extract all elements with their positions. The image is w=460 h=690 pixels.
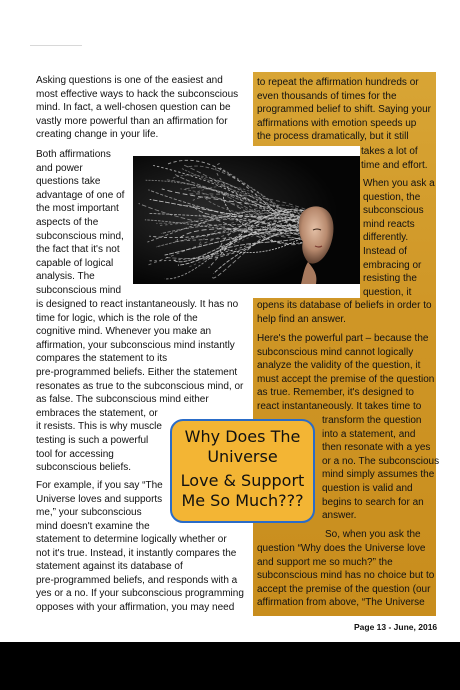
text-line: to repeat the affirmation hundreds or	[257, 77, 419, 88]
text-line: as false. The subconscious mind either	[36, 394, 209, 406]
text-line: help find an answer.	[257, 313, 346, 325]
text-line: affirmation, your subconscious mind instantly	[36, 339, 235, 351]
text-line: tool for accessing	[36, 448, 114, 460]
text-line: yes or a no. If your subconscious programming	[36, 588, 244, 600]
text-line: statement to determine logically whether or	[36, 534, 227, 545]
text-line: vastly more powerful than an affirmation for	[36, 115, 228, 127]
text-line: cognitive mind. Whenever you make an	[36, 326, 212, 338]
text-line: transform the question	[322, 415, 422, 426]
text-line: Both affirmations	[36, 149, 111, 160]
pull-quote-callout	[170, 419, 315, 523]
text-line: react instantaneously. It takes time to	[257, 401, 422, 412]
text-line: is designed to react instantaneously. It has no	[36, 299, 239, 310]
text-line: analysis. The	[36, 271, 95, 283]
text-line: question is valid and	[322, 483, 413, 494]
text-line: the most important	[36, 203, 119, 215]
text-line: takes a lot of	[361, 146, 418, 157]
text-line: time and effort.	[361, 159, 428, 171]
text-line: most effective ways to hack the subconscious	[36, 88, 239, 100]
text-line: it resists. This is why muscle	[36, 421, 162, 433]
text-line: or a no. The subconscious	[322, 455, 440, 467]
header-rule	[30, 45, 82, 46]
text-line: statement against its database of	[36, 561, 183, 573]
text-line: then resonate with a yes	[322, 442, 431, 454]
text-line: and power	[36, 162, 83, 174]
text-line: For example, if you say “The	[36, 480, 163, 491]
callout-line-3: Love & Support	[180, 471, 305, 490]
text-line: compares the statement to its	[36, 353, 168, 365]
text-line: accept the premise of the question (our	[257, 583, 431, 595]
woman-head-with-wire-tendrils-image	[133, 156, 360, 284]
text-line: question, the	[363, 191, 421, 203]
text-line: mind doesn't examine the	[36, 520, 150, 532]
text-line: pre-programmed beliefs. Either the statement	[36, 367, 238, 378]
text-line: embracing or	[363, 259, 422, 271]
text-line: question, it	[363, 286, 412, 298]
text-line: begins to search for an	[322, 496, 424, 508]
text-line: aspects of the	[36, 217, 99, 228]
callout-line-1: Why Does The	[184, 427, 301, 446]
text-line: affirmation from above, “The Universe	[257, 597, 425, 609]
text-line: subconscious	[363, 205, 424, 217]
text-line: opens its database of beliefs in order to	[257, 300, 432, 311]
text-line: When you ask a	[363, 178, 435, 189]
text-line: me,” your subconscious	[36, 507, 142, 519]
text-line: programmed belief to shift. Saying your	[257, 104, 431, 116]
text-line: subconscious beliefs.	[36, 462, 132, 474]
text-line: advantage of one of	[36, 189, 125, 201]
text-line: the process dramatically, but it still	[257, 131, 409, 143]
text-line: pre-programmed beliefs, and responds with a	[36, 574, 238, 586]
callout-line-4: Me So Much???	[181, 491, 304, 510]
text-line: analyze the validity of the question, it	[257, 360, 421, 372]
illustration-svg	[133, 156, 360, 284]
text-line: subconscious mind,	[36, 230, 124, 242]
text-line: Asking questions is one of the easiest and	[36, 75, 223, 86]
callout-line-2: Universe	[207, 447, 278, 466]
text-line: questions take	[36, 176, 101, 188]
text-line: the fact that it's not	[36, 244, 120, 256]
text-line: not it's true. Instead, it instantly compares the	[36, 547, 237, 559]
text-line: resisting the	[363, 273, 417, 285]
text-line: affirmations with emotion speeds up	[257, 117, 417, 129]
text-line: Instead of	[363, 246, 407, 257]
text-line: mind reacts	[363, 218, 415, 230]
text-line: resonates as true to the subconscious mind, or	[36, 380, 244, 392]
text-line: time for logic, which is the role of the	[36, 312, 198, 324]
text-line: into a statement, and	[322, 428, 416, 440]
text-line: Universe loves and supports	[36, 493, 163, 505]
text-line: So, when you ask the	[325, 529, 421, 540]
text-line: testing is such a powerful	[36, 435, 149, 446]
text-line: opposes with your affirmation, you may need	[36, 602, 235, 613]
text-line: as true. Remember, it's designed to	[257, 387, 414, 399]
page-footer: Page 13 - June, 2016	[354, 622, 438, 632]
text-line: even thousands of times for the	[257, 90, 397, 102]
text-line: question “Why does the Universe love	[257, 543, 426, 554]
text-line: subconscious mind cannot logically	[257, 346, 414, 358]
text-line: differently.	[363, 232, 409, 244]
text-line: Here's the powerful part – because the	[257, 333, 429, 344]
text-line: must accept the premise of the question	[257, 373, 435, 385]
text-line: mind simply assumes the	[322, 469, 435, 481]
text-line: embraces the statement, or	[36, 407, 158, 419]
text-line: creating change in your life.	[36, 129, 159, 141]
text-line: subconscious mind has no choice but to	[257, 570, 435, 582]
text-line: capable of logical	[36, 257, 114, 269]
text-line: and support me so much?” the	[257, 556, 393, 568]
text-line: mind. In fact, a well-chosen question can be	[36, 102, 231, 114]
text-line: subconscious mind	[36, 285, 122, 296]
text-line: answer.	[322, 510, 357, 522]
